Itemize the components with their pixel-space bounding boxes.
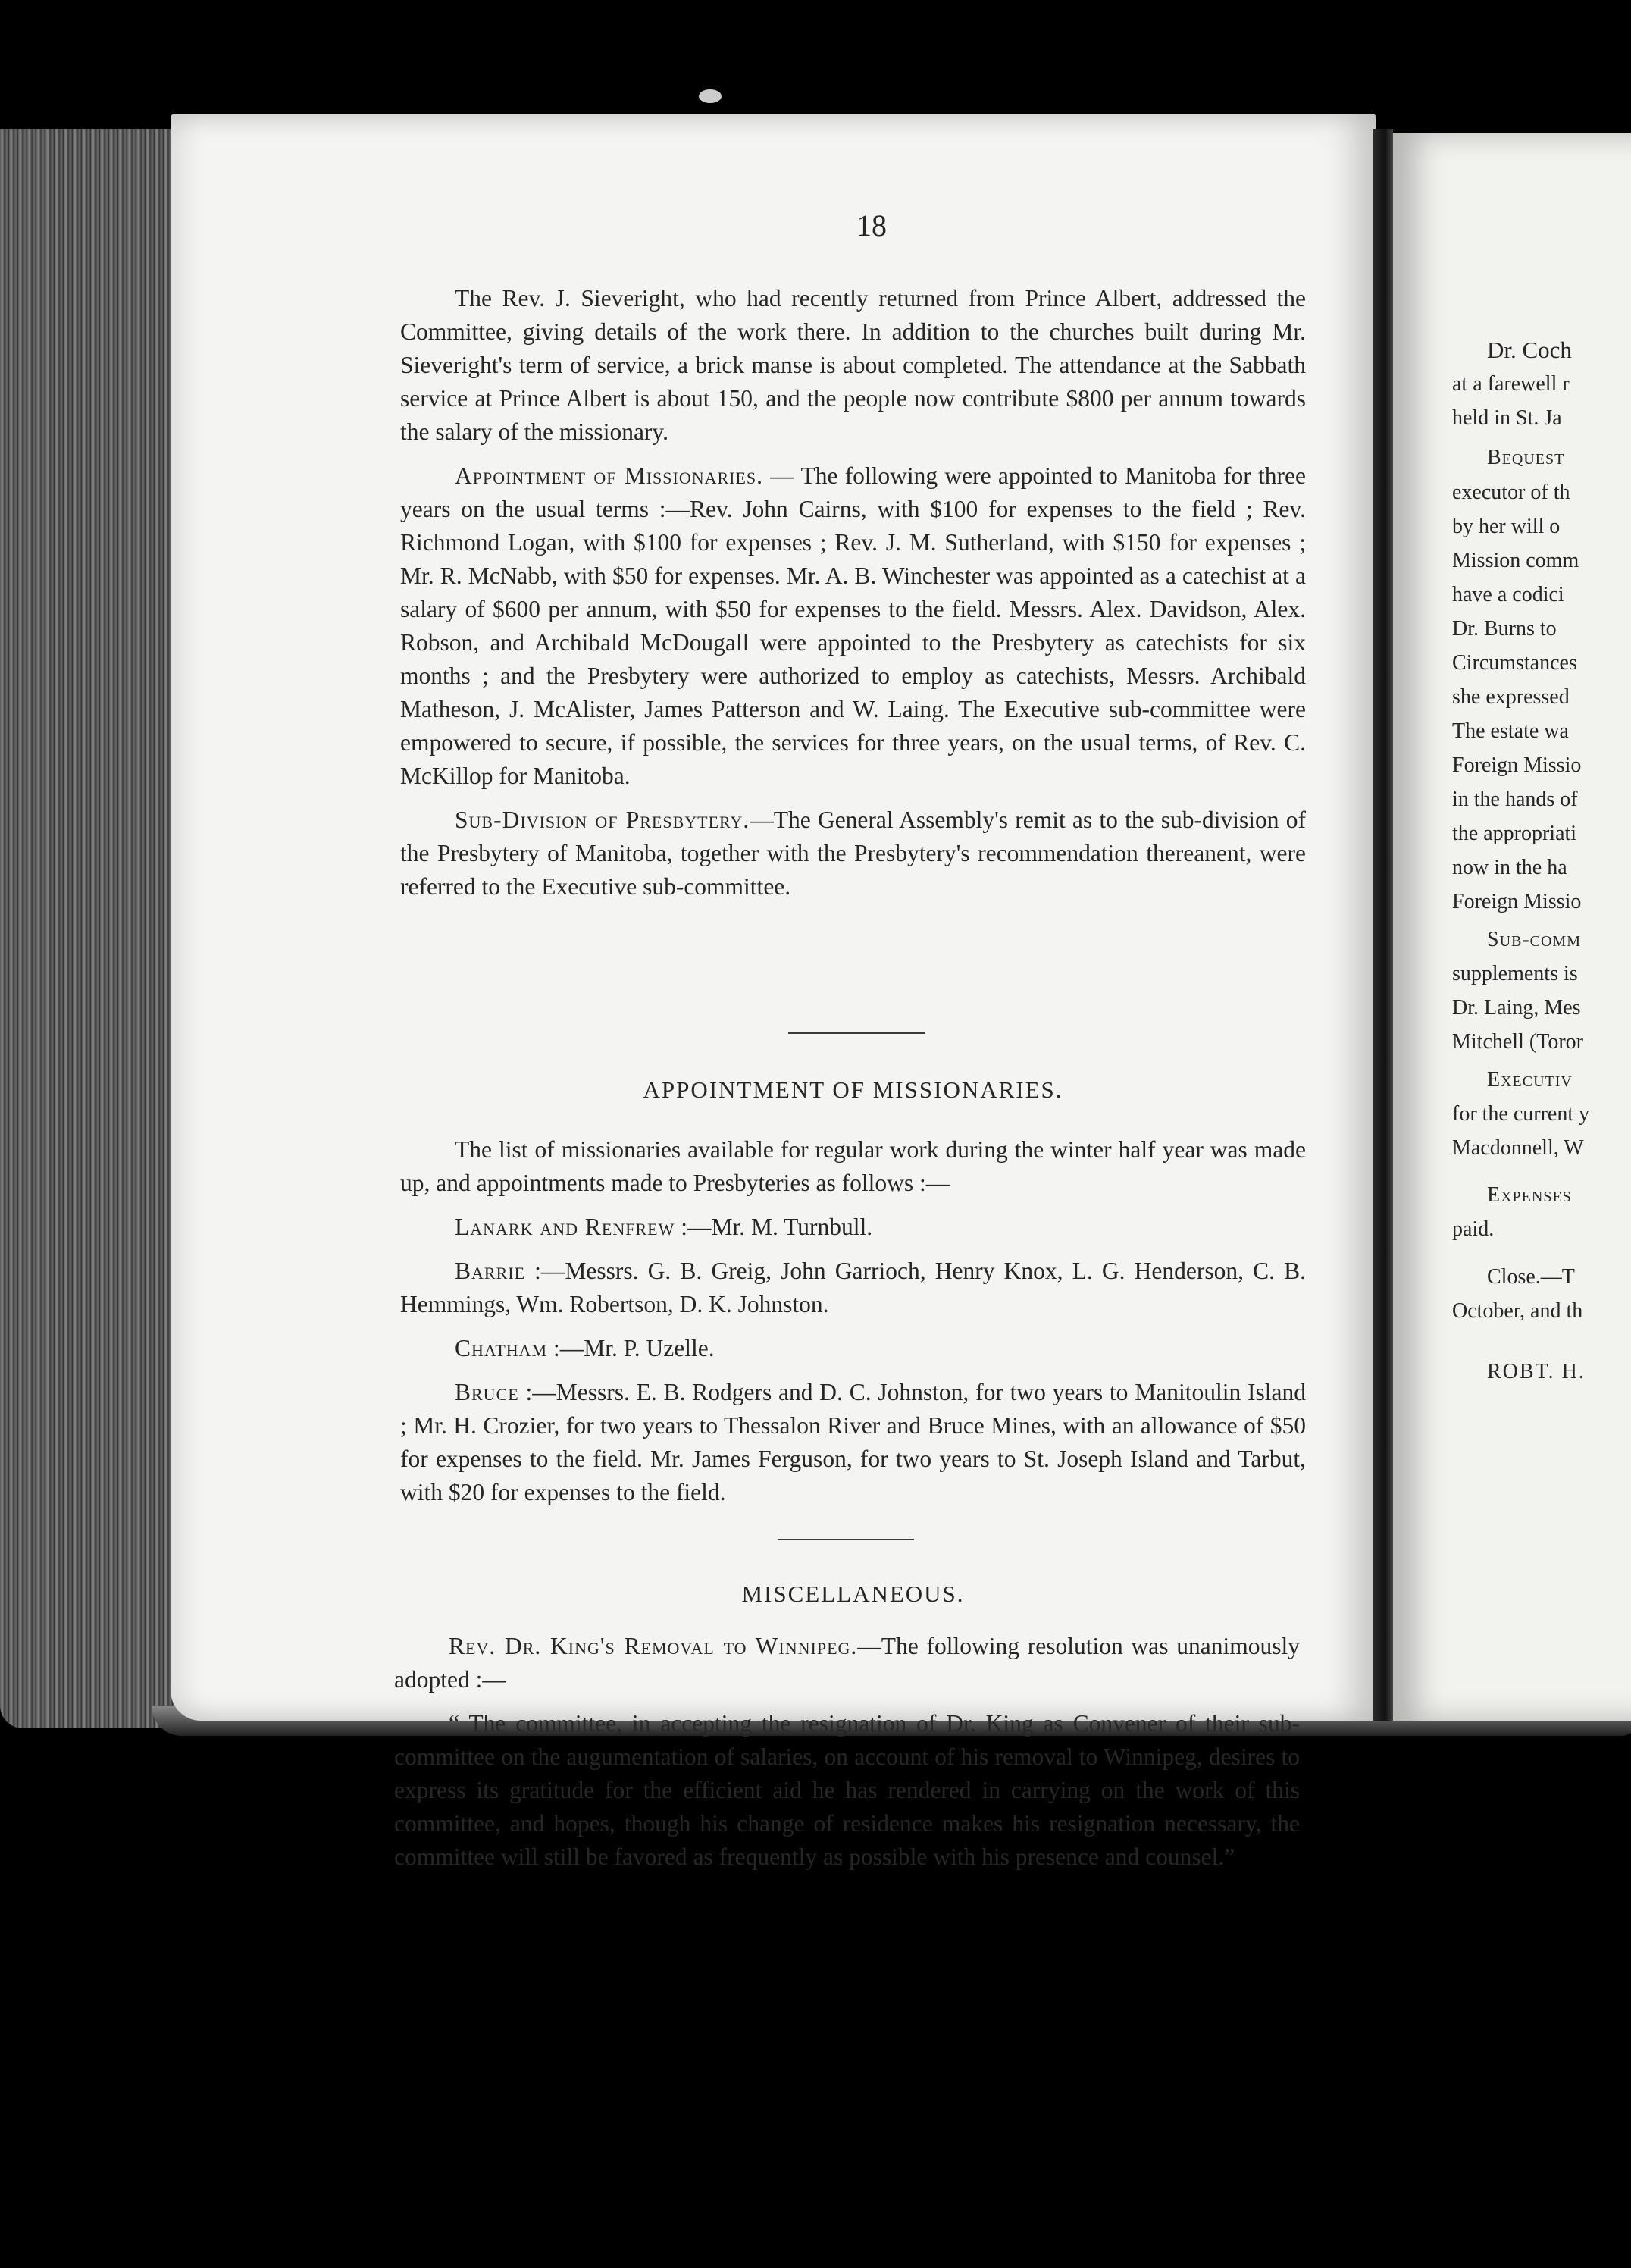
right-line: Dr. Burns to [1452,617,1557,641]
right-line: Expenses [1487,1183,1572,1207]
entry-text-lanark: :—Mr. M. Turnbull. [675,1214,873,1240]
right-line: the appropriati [1452,822,1577,845]
appointment-entry [400,1376,1306,1509]
right-line: in the hands of [1452,788,1578,811]
miscellaneous-text-block [394,1630,1300,1884]
right-line: paid. [1452,1217,1495,1241]
right-line: at a farewell r [1452,372,1570,396]
entry-text-bruce: :—Messrs. E. B. Rodgers and D. C. Johnston, for two years to Manitoulin Island ; Mr. H. Crozier, for two years to Thessalon River and Bruce Mines, with an allowance of $50 for expenses to the field. Mr. James Ferguson, for two years to St. Joseph Island and Tarbut, with $20 for expenses to the field. [400,1379,1306,1505]
entry-text-barrie: :—Messrs. G. B. Greig, John Garrioch, Henry Knox, L. G. Henderson, C. B. Hemmings, Wm. Robertson, D. K. Johnston. [400,1258,1306,1317]
right-line: Mission comm [1452,549,1579,572]
appointment-paragraph-head: Appointment of Missionaries. [455,462,764,489]
book-page-edges [0,129,182,1728]
right-line: Circumstances [1452,651,1577,675]
removal-paragraph-head: Rev. Dr. King's Removal to Winnipeg. [449,1633,858,1659]
appointment-entry [400,1255,1306,1321]
section-divider [788,1032,925,1034]
right-line: Macdonnell, W [1452,1136,1584,1160]
subdivision-paragraph [400,804,1306,904]
right-line: by her will o [1452,515,1561,538]
entry-head-chatham: Chatham [455,1335,548,1361]
entry-head-bruce: Bruce [455,1379,519,1405]
right-line: for the current y [1452,1102,1590,1126]
entry-head-barrie: Barrie [455,1258,526,1284]
appointment-entry [400,1211,1306,1244]
right-line: ROBT. H. [1487,1360,1586,1383]
right-line: The estate wa [1452,719,1569,743]
subdivision-paragraph-head: Sub-Division of Presbytery. [455,807,750,833]
removal-paragraph-text: —The following resolution was unanimously adopted :— [394,1633,1300,1693]
appointment-paragraph-text: — The following were appointed to Manitoba for three years on the usual terms :—Rev. John Cairns, with $100 for expenses to the field ; Rev. Richmond Logan, with $100 for expenses ; Rev. J. M. Sutherland, with $150 for expenses ; Mr. R. McNabb, with $50 for expenses. Mr. A. B. Winchester was appointed as a catechist at a salary of $600 per annum, with $50 for expenses to the field. Messrs. Alex. Davidson, Alex. Robson, and Archibald McDougall were appointed to the Presbytery as catechists for six months ; and the Presbytery were authorized to employ as catechists, Messrs. Archibald Matheson, J. McAlister, James Patterson and W. Laing. The Executive sub-committee were empowered to secure, if possible, the services for three years, on the usual terms, of Rev. C. McKillop for Manitoba. [400,462,1306,789]
resolution-quote: “ The committee, in accepting the resignation of Dr. King as Convener of their sub-committee on the augumentation of salaries, on account of his removal to Winnipeg, desires to express its gratitude for the efficient aid he has rendered in carrying on the work of this committee, and hopes, though his change of residence makes his resignation necessary, the committee will still be favored as frequently as possible with his presence and counsel.” [394,1710,1300,1870]
section-heading-miscellaneous: MISCELLANEOUS. [741,1580,965,1607]
right-line: October, and th [1452,1299,1583,1323]
right-line: she expressed [1452,685,1570,709]
entry-text-chatham: :—Mr. P. Uzelle. [547,1335,715,1361]
appointment-entry [400,1332,1306,1365]
intro-paragraph: The Rev. J. Sieveright, who had recently returned from Prince Albert, addressed the Committee, giving details of the work there. In addition to the churches built during Mr. Sieveright's term of service, a brick manse is about completed. The attendance at the Sabbath service at Prince Albert is about 150, and the people now contribute $800 per annum towards the salary of the missionary. [400,285,1306,445]
appointments-intro: The list of missionaries available for regular work during the winter half year was made up, and appointments made to Presbyteries as follows :— [400,1136,1306,1196]
right-line: Bequest [1487,446,1565,469]
right-line: Foreign Missio [1452,753,1582,777]
right-line: Foreign Missio [1452,890,1582,913]
right-line: Sub-comm [1487,928,1582,951]
appointments-text-block [400,1133,1306,1520]
opening-text-block [400,282,1306,914]
right-line: now in the ha [1452,856,1567,879]
subdivision-paragraph-text: —The General Assembly's remit as to the sub-division of the Presbytery of Manitoba, together with the Presbytery's recommendation thereanent, were referred to the Executive sub-committee. [400,807,1306,900]
page-number: 18 [856,208,887,243]
right-line: Close.—T [1487,1265,1575,1289]
appointment-paragraph [400,459,1306,793]
right-line: held in St. Ja [1452,406,1562,430]
right-line: have a codici [1452,583,1564,606]
right-line: Dr. Laing, Mes [1452,996,1581,1020]
right-line: Dr. Coch [1487,337,1572,363]
right-line: Mitchell (Toror [1452,1030,1583,1054]
entry-head-lanark: Lanark and Renfrew [455,1214,675,1240]
right-line: executor of th [1452,481,1570,504]
section-divider [778,1539,914,1540]
book-gutter [1373,129,1393,1721]
right-line: supplements is [1452,962,1578,985]
right-line: Executiv [1487,1068,1573,1092]
paper-mark [699,89,722,103]
section-heading-appointments: APPOINTMENT OF MISSIONARIES. [643,1076,1063,1103]
removal-paragraph [394,1630,1300,1696]
